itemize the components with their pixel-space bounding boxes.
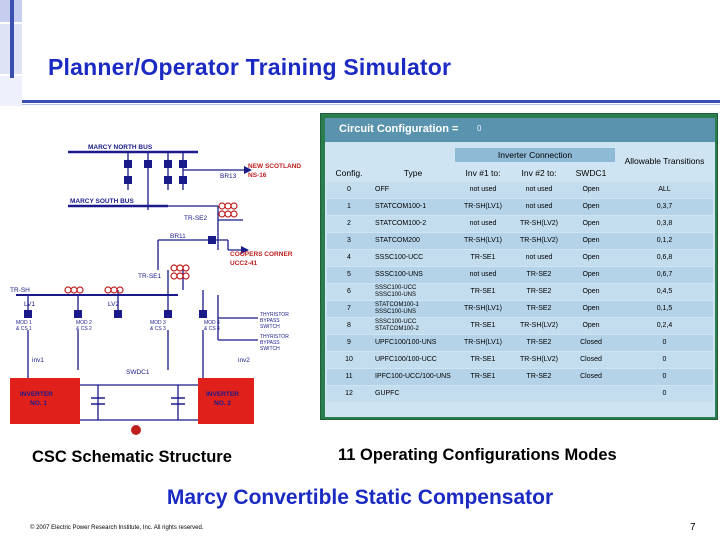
cell-inv2: not used [525, 203, 553, 210]
cell-config: 5 [347, 271, 351, 278]
cell-config: 10 [345, 356, 353, 363]
cell-type: UPFC100/100-UCC [375, 356, 437, 363]
label-inverter-1: INVERTER [20, 391, 53, 398]
label-marcy-south-bus: MARCY SOUTH BUS [70, 198, 134, 205]
cell-inv1: TR-SE1 [470, 322, 496, 329]
cell-inv2: TR-SH(LV2) [520, 220, 558, 227]
circuit-configuration-title: Circuit Configuration = [339, 123, 459, 135]
ground-node [131, 425, 141, 435]
cell-transitions: 0 [662, 339, 667, 346]
cell-config: 6 [347, 288, 351, 295]
cell-transitions: 0 [662, 356, 667, 363]
label-cs3: & CS 3 [150, 326, 166, 332]
cell-inv1: TR-SE1 [470, 254, 496, 261]
cell-config: 1 [347, 203, 351, 210]
cell-config: 12 [345, 390, 353, 397]
label-br13: BR13 [220, 173, 237, 180]
cell-config: 8 [347, 322, 351, 329]
cell-inv2: TR-SH(LV2) [520, 322, 558, 329]
cell-inv2: TR-SH(LV2) [520, 237, 558, 244]
circuit-configuration-header [325, 118, 715, 142]
label-swdc1: SWDC1 [126, 369, 150, 376]
header-inv2: Inv #2 to: [521, 168, 557, 178]
label-cs2: & CS 2 [76, 326, 92, 332]
cell-type: SSSC100-UCC SSSC100-UNS [375, 285, 417, 298]
cell-transitions: 0,1,5 [656, 305, 673, 312]
label-cs4: & CS 4 [204, 326, 220, 332]
cell-transitions: 0,6,8 [656, 254, 673, 261]
label-br11: BR11 [170, 233, 186, 240]
cell-transitions: 0,6,7 [656, 271, 673, 278]
label-marcy-north-bus: MARCY NORTH BUS [88, 144, 153, 151]
label-ns16: NS-16 [248, 172, 267, 179]
label-thyristor-1b: BYPASS [260, 318, 280, 324]
cell-transitions: 0 [662, 373, 667, 380]
title-divider-thin [22, 104, 720, 105]
header-inv1: Inv #1 to: [465, 168, 501, 178]
label-inverter-2: INVERTER [206, 391, 239, 398]
label-lv2: LV2 [108, 301, 120, 308]
cell-inv1: TR-SE1 [470, 356, 496, 363]
cell-inv1: not used [469, 220, 497, 227]
cell-inv2: not used [525, 254, 553, 261]
cell-transitions: 0,2,4 [656, 322, 673, 329]
header-allowable-transitions: Allowable Transitions [624, 156, 705, 166]
cell-transitions: 0,3,7 [656, 203, 673, 210]
cell-type: GUPFC [375, 390, 400, 397]
cell-swdc1: Closed [580, 339, 602, 346]
cell-transitions: 0,1,2 [656, 237, 673, 244]
cell-transitions: ALL [658, 186, 671, 193]
cell-inv1: not used [469, 271, 497, 278]
cell-inv2: TR-SE2 [526, 339, 552, 346]
copyright-footer: © 2007 Electric Power Research Institute, Inc. All rights reserved. [30, 525, 204, 531]
cell-type: SSSC100-UCC [375, 254, 424, 261]
header-config: Config. [335, 168, 363, 178]
label-thyristor-1c: SWITCH [260, 324, 280, 330]
cell-config: 4 [347, 254, 351, 261]
cell-swdc1: Open [582, 271, 600, 278]
cell-config: 3 [347, 237, 351, 244]
cell-swdc1: Open [582, 203, 600, 210]
label-tr-se2: TR-SE2 [184, 215, 208, 222]
cell-inv2: TR-SH(LV2) [520, 356, 558, 363]
cell-config: 9 [347, 339, 351, 346]
cell-config: 2 [347, 220, 351, 227]
csc-schematic [8, 140, 328, 440]
cell-config: 11 [345, 373, 353, 380]
cell-type: SSSC100-UNS [375, 271, 423, 278]
cell-type: SSSC100-UCC STATCOM100-2 [375, 319, 419, 332]
header-inverter-connection: Inverter Connection [497, 150, 573, 160]
corner-decoration [0, 76, 22, 106]
label-mod1: MOD 1 [16, 320, 32, 326]
cell-inv2: TR-SE2 [526, 271, 552, 278]
label-ucc241: UCC2-41 [230, 260, 258, 267]
cell-swdc1: Closed [580, 373, 602, 380]
cell-transitions: 0,3,8 [656, 220, 673, 227]
cell-swdc1: Open [582, 186, 600, 193]
cell-swdc1: Open [582, 288, 600, 295]
cell-inv1: TR-SH(LV1) [464, 305, 502, 312]
cell-transitions: 0 [662, 390, 667, 397]
page-number: 7 [690, 522, 696, 533]
label-tr-sh: TR-SH [10, 287, 30, 294]
label-thyristor-2b: BYPASS [260, 340, 280, 346]
cell-type: STATCOM100-1 [375, 203, 427, 210]
title-divider [22, 100, 720, 103]
label-mod2: MOD 2 [76, 320, 92, 326]
label-tr-se1: TR-SE1 [138, 273, 162, 280]
cell-inv1: not used [469, 186, 497, 193]
label-thyristor-1a: THYRISTOR [260, 312, 289, 318]
cell-swdc1: Open [582, 220, 600, 227]
cell-swdc1: Closed [580, 356, 602, 363]
cell-config: 7 [347, 305, 351, 312]
cell-inv2: TR-SE2 [526, 288, 552, 295]
label-inv2: inv2 [238, 357, 250, 364]
configuration-table [325, 142, 715, 417]
corner-accent-bar [10, 0, 14, 78]
label-cs1: & CS 1 [16, 326, 32, 332]
label-thyristor-2a: THYRISTOR [260, 334, 289, 340]
label-mod4: MOD 4 [204, 320, 220, 326]
cell-swdc1: Open [582, 237, 600, 244]
cell-swdc1: Open [582, 254, 600, 261]
cell-inv2: TR-SE2 [526, 373, 552, 380]
cell-type: IPFC100-UCC/100-UNS [375, 373, 451, 380]
cell-type: STATCOM200 [375, 237, 420, 244]
header-type: Type [403, 168, 423, 178]
cell-swdc1: Open [582, 322, 600, 329]
cell-inv1: TR-SE1 [470, 288, 496, 295]
label-lv1: LV1 [24, 301, 36, 308]
cell-inv1: TR-SH(LV1) [464, 339, 502, 346]
cell-inv1: TR-SH(LV1) [464, 203, 502, 210]
slide-subtitle: Marcy Convertible Static Compensator [166, 486, 554, 509]
label-mod3: MOD 3 [150, 320, 166, 326]
circuit-configuration-panel [320, 113, 718, 420]
schematic-caption: CSC Schematic Structure [32, 448, 232, 466]
label-new-scotland: NEW SCOTLAND [248, 163, 302, 170]
cell-type: STATCOM100-1 SSSC100-UNS [375, 302, 419, 315]
cell-inv2: TR-SE2 [526, 305, 552, 312]
cell-swdc1: Open [582, 305, 600, 312]
label-inv1: inv1 [32, 357, 44, 364]
header-swdc1: SWDC1 [575, 168, 607, 178]
slide-title: Planner/Operator Training Simulator [48, 54, 452, 80]
cell-inv1: TR-SE1 [470, 373, 496, 380]
cell-transitions: 0,4,5 [656, 288, 673, 295]
label-coopers-corner: COOPERS CORNER [230, 251, 293, 258]
label-thyristor-2c: SWITCH [260, 346, 280, 352]
cell-type: UPFC100/100-UNS [375, 339, 437, 346]
cell-inv1: TR-SH(LV1) [464, 237, 502, 244]
label-inverter-1-num: NO. 1 [30, 400, 47, 407]
circuit-configuration-value: 0 [477, 124, 482, 133]
cell-config: 0 [347, 186, 351, 193]
table-caption: 11 Operating Configurations Modes [338, 446, 617, 464]
cell-type: OFF [375, 186, 389, 193]
label-inverter-2-num: NO. 2 [214, 400, 231, 407]
cell-inv2: not used [525, 186, 553, 193]
cell-type: STATCOM100-2 [375, 220, 427, 227]
